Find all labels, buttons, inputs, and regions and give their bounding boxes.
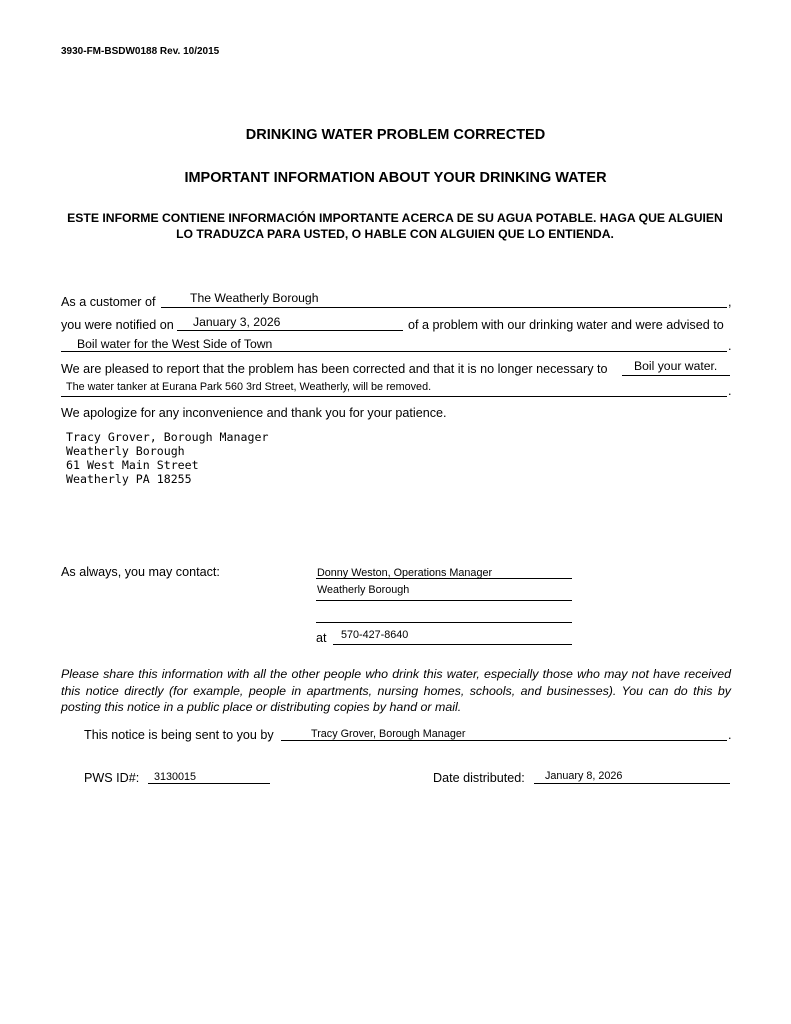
signer-line-2: Weatherly Borough [66, 444, 185, 458]
advice-field[interactable]: Boil water for the West Side of Town [77, 337, 273, 351]
advice-end: . [728, 339, 732, 353]
customer-end: , [728, 295, 732, 309]
notified-line [177, 330, 403, 331]
customer-label: As a customer of [61, 295, 156, 309]
removal-field[interactable]: The water tanker at Eurana Park 560 3rd Street, Weatherly, will be removed. [66, 381, 432, 393]
contact-org-line [316, 600, 572, 601]
date-distributed-label: Date distributed: [433, 771, 525, 785]
corrected-line [622, 375, 730, 376]
contact-phone-line [333, 644, 572, 645]
customer-field[interactable]: The Weatherly Borough [190, 291, 319, 305]
sent-by-label: This notice is being sent to you by [84, 728, 274, 742]
corrected-field[interactable]: Boil your water. [634, 359, 718, 373]
removal-end: . [728, 384, 732, 398]
pws-id-line [148, 783, 270, 784]
sent-by-end: . [728, 728, 732, 742]
removal-line [61, 396, 727, 397]
signer-line-1: Tracy Grover, Borough Manager [66, 430, 269, 444]
page-title: DRINKING WATER PROBLEM CORRECTED [245, 127, 546, 143]
pws-id-label: PWS ID#: [84, 771, 140, 785]
contact-at-label: at [316, 631, 327, 645]
sent-by-field[interactable]: Tracy Grover, Borough Manager [311, 728, 466, 740]
spanish-notice: ESTE INFORME CONTIENE INFORMACIÓN IMPORTANTE ACERCA DE SU AGUA POTABLE. HAGA QUE ALGUIEN LO TRADUZCA PARA USTED, O HABLE CON ALGUIEN QUE LO ENTIENDA. [67, 211, 723, 241]
contact-phone-field[interactable]: 570-427-8640 [341, 629, 409, 641]
contact-org-field[interactable]: Weatherly Borough [317, 584, 410, 596]
share-notice: Please share this information with all the other people who drink this water, especially those who may not have received this notice directly (for example, people in apartments, nursing homes, schools, and businesses). You can do this by posting this notice in a public place or distributing copies by hand or mail. [61, 667, 731, 714]
sent-by-line [281, 740, 727, 741]
date-distributed-field[interactable]: January 8, 2026 [545, 770, 623, 782]
form-code: 3930-FM-BSDW0188 Rev. 10/2015 [61, 46, 220, 57]
contact-name-field[interactable]: Donny Weston, Operations Manager [317, 567, 493, 579]
pws-id-field[interactable]: 3130015 [154, 771, 197, 783]
date-distributed-line [534, 783, 730, 784]
signer-line-3: 61 West Main Street [66, 458, 199, 472]
contact-label: As always, you may contact: [61, 565, 220, 579]
corrected-label: We are pleased to report that the problem has been corrected and that it is no longer necessary to [61, 362, 608, 376]
notified-label: you were notified on [61, 318, 174, 332]
signer-line-4: Weatherly PA 18255 [66, 472, 192, 486]
notified-date-field[interactable]: January 3, 2026 [193, 315, 281, 329]
notified-suffix: of a problem with our drinking water and were advised to [408, 318, 724, 332]
customer-line [161, 307, 727, 308]
contact-line3[interactable] [316, 622, 572, 623]
advice-line [61, 351, 727, 352]
page-subtitle: IMPORTANT INFORMATION ABOUT YOUR DRINKING WATER [184, 170, 607, 186]
apology-text: We apologize for any inconvenience and thank you for your patience. [61, 406, 447, 420]
